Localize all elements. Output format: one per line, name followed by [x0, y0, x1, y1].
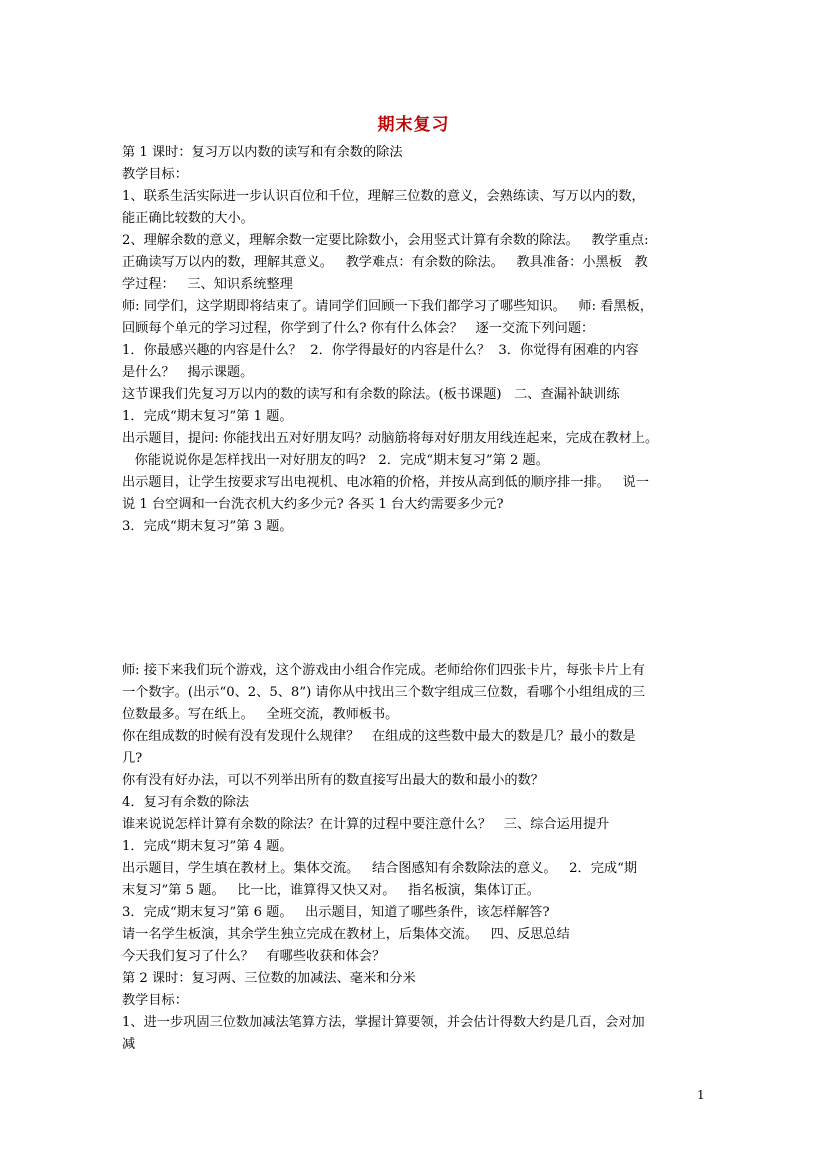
text-line: 今天我们复习了什么？ 有哪些收获和体会？	[122, 949, 386, 964]
text-line: 1．完成“期末复习”第 4 题。	[122, 839, 293, 854]
text-line: 出示题目，学生填在教材上。集体交流。 结合图感知有余数除法的意义。 2．完成“期	[122, 861, 638, 876]
page-title: 期末复习	[377, 115, 450, 135]
text-line: 末复习”第 5 题。 比一比，谁算得又快又对。 指名板演，集体订正。	[122, 883, 540, 898]
text-line: 出示题目，提问: 你能找出五对好朋友吗？动脑筋将每对好朋友用线连起来，完成在教材上。	[122, 431, 659, 446]
text-line: 出示题目，让学生按要求写出电视机、电冰箱的价格，并按从高到低的顺序排一排。 说一	[122, 475, 649, 490]
text-line: 正确读写万以内的数，理解其意义。 教学难点：有余数的除法。 教具准备：小黑板 教	[122, 255, 648, 270]
text-line: 1、联系生活实际进一步认识百位和千位，理解三位数的意义，会熟练读、写万以内的数，	[122, 189, 645, 204]
text-block-lower	[122, 660, 707, 1056]
text-line: 位数最多。写在纸上。 全班交流，教师板书。	[122, 707, 399, 722]
text-line: 学过程： 三、知识系统整理	[122, 277, 293, 292]
text-line: 第 1 课时：复习万以内数的读写和有余数的除法	[122, 145, 403, 160]
text-line: 你能说说你是怎样找出一对好朋友的吗? 2．完成“期末复习”第 2 题。	[122, 453, 549, 468]
text-line: 是什么？ 揭示课题。	[122, 365, 254, 380]
text-line: 减	[122, 1037, 136, 1052]
text-line: 第 2 课时：复习两、三位数的加减法、毫米和分米	[122, 971, 416, 986]
text-line: 师: 同学们，这学期即将结束了。请同学们回顾一下我们都学习了哪些知识。 师: 看黑板，	[122, 299, 653, 314]
text-line: 1、进一步巩固三位数加减法笔算方法，掌握计算要领，并会估计得数大约是几百，会对加	[122, 1015, 645, 1030]
text-line: 一个数字。(出示“0、2、5、8”) 请你从中找出三个数字组成三位数，看哪个小组组成的三	[122, 685, 646, 700]
text-line: 说 1 台空调和一台洗衣机大约多少元? 各买 1 台大约需要多少元?	[122, 497, 504, 512]
text-line: 3．完成“期末复习”第 6 题。 出示题目，知道了哪些条件，该怎样解答?	[122, 905, 550, 920]
text-line: 3．完成“期末复习”第 3 题。	[122, 519, 293, 534]
text-block-upper	[122, 142, 707, 538]
text-line: 请一名学生板演，其余学生独立完成在教材上，后集体交流。 四、反思总结	[122, 927, 570, 942]
text-line: 能正确比较数的大小。	[122, 211, 254, 226]
text-line: 1．你最感兴趣的内容是什么？ 2．你学得最好的内容是什么？ 3．你觉得有困难的内容	[122, 343, 639, 358]
page-number: 1	[697, 1088, 705, 1102]
text-line: 回顾每个单元的学习过程，你学到了什么? 你有什么体会？ 逐一交流下列问题：	[122, 321, 595, 336]
text-line: 师: 接下来我们玩个游戏，这个游戏由小组合作完成。老师给你们四张卡片，每张卡片上有	[122, 663, 645, 678]
text-line: 谁来说说怎样计算有余数的除法？在计算的过程中要注意什么？ 三、综合运用提升	[122, 817, 610, 832]
text-line: 1．完成“期末复习”第 1 题。	[122, 409, 293, 424]
text-line: 教学目标：	[122, 993, 188, 1008]
text-line: 这节课我们先复习万以内的数的读写和有余数的除法。(板书课题) 二、查漏补缺训练	[122, 387, 620, 402]
text-line: 2、理解余数的意义，理解余数一定要比除数小，会用竖式计算有余数的除法。 教学重点:	[122, 233, 649, 248]
text-line: 你有没有好办法，可以不列举出所有的数直接写出最大的数和最小的数？	[122, 773, 544, 788]
text-line: 几?	[122, 751, 143, 766]
text-line: 教学目标：	[122, 167, 188, 182]
text-line: 4．复习有余数的除法	[122, 795, 250, 810]
text-line: 你在组成数的时候有没有发现什么规律？ 在组成的这些数中最大的数是几？最小的数是	[122, 729, 636, 744]
